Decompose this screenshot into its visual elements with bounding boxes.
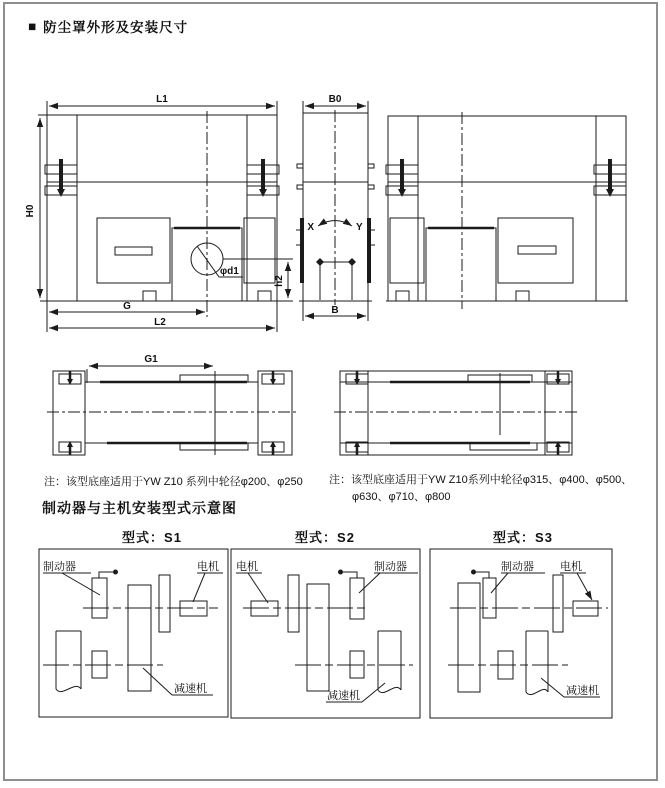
drum-icon (378, 631, 401, 693)
bolt-clamp-left-icon (45, 159, 77, 197)
label-s1-reducer (143, 668, 213, 695)
drum-icon (526, 631, 548, 695)
panel-s3-title: 型式：S3 (493, 530, 553, 545)
label-s2-reducer (326, 683, 385, 702)
svg-text:制动器: 制动器 (43, 561, 76, 573)
dim-g1-label: G1 (144, 354, 158, 365)
dim-phi-d1 (197, 246, 243, 277)
dim-g (47, 301, 205, 317)
panel-s2 (231, 530, 420, 718)
bolt-clamp-right-icon (247, 159, 279, 197)
svg-text:电机: 电机 (197, 561, 219, 573)
drum-icon (56, 631, 81, 692)
svg-text:制动器: 制动器 (374, 561, 407, 573)
svg-text:减速机: 减速机 (566, 685, 599, 697)
brake-release-pin-icon (99, 570, 118, 579)
page-title-text: 防尘罩外形及安装尺寸 (43, 20, 189, 35)
label-s3-motor (560, 559, 592, 600)
note-large-wheels (329, 472, 632, 506)
note-large-wheels-line1: 注：该型底座适用于YW Z10系列中轮径φ315、φ400、φ500、 (329, 474, 633, 486)
note-large-wheels-line2: φ630、φ710、φ800 (352, 491, 451, 504)
installation-type-diagrams (0, 525, 665, 788)
brake-release-pin-icon (471, 570, 489, 579)
panel-s3 (430, 530, 612, 718)
dim-g1 (87, 354, 215, 455)
dim-l2-label: L2 (154, 317, 166, 328)
dim-y-label: Y (356, 222, 363, 233)
bolt-clamp-right-icon (594, 159, 626, 197)
svg-text:减速机: 减速机 (174, 683, 207, 695)
front-view (25, 94, 293, 332)
dim-b0-label: B0 (328, 94, 342, 105)
dim-l2 (47, 301, 277, 332)
label-s2-motor (236, 559, 268, 603)
dust-cover-dimension-drawing (0, 85, 665, 475)
label-s1-motor (193, 559, 223, 602)
dim-l1 (47, 94, 277, 115)
dim-x-label: X (307, 222, 314, 233)
dim-h2-label: h2 (274, 275, 285, 287)
dim-h0 (25, 115, 48, 298)
note-small-wheels: 注：该型底座适用于YW Z10 系列中轮径φ200、φ250 (44, 476, 303, 488)
dim-l1-label: L1 (156, 94, 168, 105)
base-plan-large (334, 371, 578, 455)
dim-h2 (274, 262, 288, 298)
dim-h0-label: H0 (25, 204, 36, 218)
panel-s1 (39, 530, 228, 717)
svg-text:制动器: 制动器 (501, 561, 534, 573)
panel-s1-title: 型式：S1 (122, 530, 182, 545)
title-bullet-icon: ■ (28, 18, 38, 34)
svg-text:电机: 电机 (560, 561, 582, 573)
dim-g-label: G (123, 301, 131, 312)
base-plan-small (47, 354, 298, 455)
label-s3-reducer (541, 678, 600, 697)
label-s1-brake (43, 559, 100, 595)
page-title (28, 16, 188, 36)
label-s2-brake (359, 559, 418, 593)
rear-view (386, 112, 628, 309)
panel-s2-title: 型式：S2 (295, 530, 355, 545)
svg-text:电机: 电机 (236, 561, 258, 573)
dim-phi-d1-label: φd1 (220, 266, 239, 277)
side-view (296, 94, 375, 321)
dim-b-label: B (331, 305, 339, 316)
brake-release-pin-icon (338, 570, 357, 579)
svg-text:减速机: 减速机 (327, 690, 360, 702)
label-s3-brake (491, 559, 545, 593)
bolt-clamp-left-icon (386, 159, 418, 197)
section-heading: 制动器与主机安装型式示意图 (42, 500, 237, 516)
